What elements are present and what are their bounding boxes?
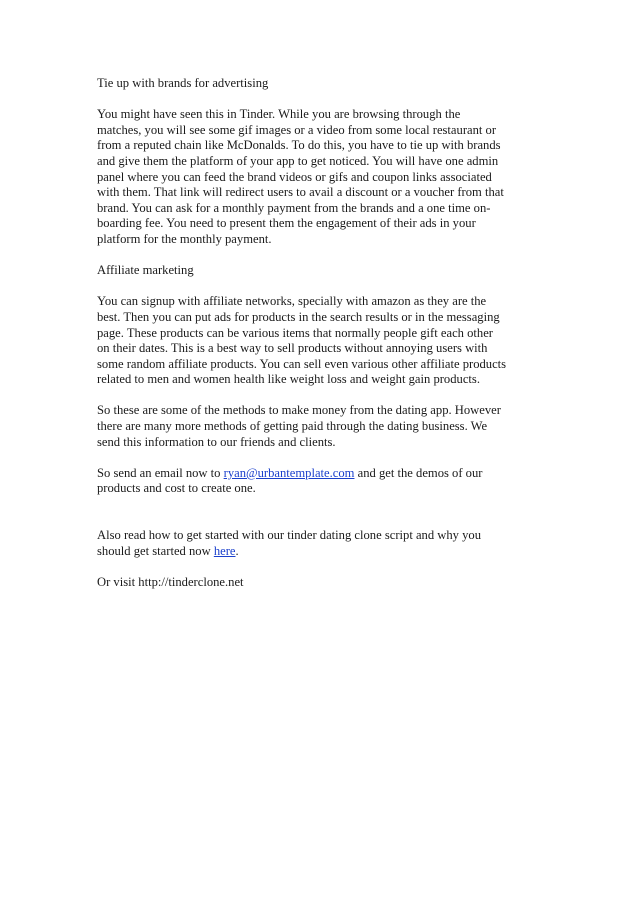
paragraph-affiliate-marketing — [97, 294, 547, 388]
heading-tie-up-with-brands: Tie up with brands for advertising — [97, 76, 269, 90]
text-line: there are many more methods of getting paid through the dating business. We — [97, 419, 488, 434]
text-line: from a reputed chain like McDonalds. To do this, you have to tie up with brands — [97, 138, 501, 153]
text-fragment: So send an email now to — [97, 465, 224, 480]
text-line: send this information to our friends and clients. — [97, 434, 336, 449]
text-line: panel where you can feed the brand videos or gifs and coupon links associated — [97, 169, 492, 184]
text-line: products and cost to create one. — [97, 481, 256, 496]
text-line: and give them the platform of your app to get noticed. You will have one admin — [97, 153, 499, 168]
paragraph-send-email — [97, 466, 547, 497]
text-fragment: should get started now — [97, 543, 214, 558]
text-line: platform for the monthly payment. — [97, 231, 272, 246]
paragraph-methods-summary — [97, 403, 547, 450]
text-line-with-email — [97, 466, 547, 482]
text-line: page. These products can be various items that normally people gift each other — [97, 325, 493, 340]
paragraph-brand-advertising-heading — [97, 76, 547, 92]
text-fragment: . — [235, 543, 239, 558]
text-line: with them. That link will redirect users to avail a discount or a voucher from that — [97, 185, 504, 200]
paragraph-read-more — [97, 528, 547, 559]
here-link[interactable]: here — [213, 543, 236, 558]
text-line: related to men and women health like weight loss and weight gain products. — [97, 372, 480, 387]
text-line: So these are some of the methods to make money from the dating app. However — [97, 403, 501, 418]
paragraph-affiliate-heading — [97, 263, 547, 279]
visit-site-text: Or visit http://tinderclone.net — [97, 575, 244, 589]
heading-affiliate-marketing: Affiliate marketing — [97, 263, 194, 278]
text-line-with-link — [97, 544, 547, 560]
text-line: on their dates. This is a best way to sell products without annoying users with — [97, 341, 488, 356]
text-line: brand. You can ask for a monthly payment from the brands and a one time on- — [97, 200, 491, 215]
text-line: Also read how to get started with our tinder dating clone script and why you — [97, 528, 482, 543]
document-body — [97, 76, 547, 606]
text-line: some random affiliate products. You can sell even various other affiliate products — [97, 356, 507, 371]
text-line: boarding fee. You need to present them the engagement of their ads in your — [97, 216, 476, 231]
text-line: matches, you will see some gif images or a video from some local restaurant or — [97, 122, 497, 137]
paragraph-visit-site — [97, 575, 547, 591]
paragraph-brand-advertising — [97, 107, 547, 247]
email-link[interactable]: ryan@urbantemplate.com — [223, 465, 355, 480]
text-line: You can signup with affiliate networks, specially with amazon as they are the — [97, 294, 487, 309]
text-line: You might have seen this in Tinder. While you are browsing through the — [97, 107, 461, 122]
text-fragment: and get the demos of our — [354, 465, 483, 480]
text-line: best. Then you can put ads for products in the search results or in the messaging — [97, 309, 500, 324]
